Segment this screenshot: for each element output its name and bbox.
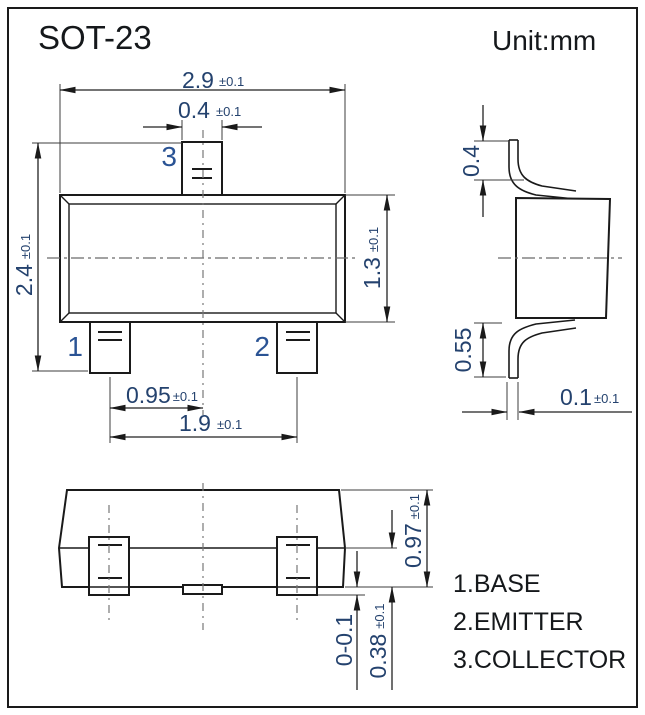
- svg-text:2.9±0.1: 2.9 ±0.1: [182, 67, 245, 93]
- svg-text:0.4±0.1: 0.4 ±0.1: [178, 97, 242, 123]
- svg-text:0.4: 0.4: [458, 145, 484, 177]
- unit-label: Unit:mm: [492, 25, 597, 56]
- svg-text:0.55: 0.55: [450, 327, 476, 373]
- pin2-pad: [277, 322, 317, 373]
- svg-text:0.95±0.1: 0.95 ±0.1: [126, 382, 198, 408]
- svg-text:1.3±0.1: 1.3±0.1: [359, 226, 385, 290]
- svg-text:1.9±0.1: 1.9 ±0.1: [179, 410, 243, 436]
- legend-item-collector: 3.COLLECTOR: [453, 646, 627, 674]
- svg-text:0-0.1: 0-0.1: [331, 613, 357, 667]
- pin3-label: 3: [161, 141, 177, 172]
- legend-item-base: 1.BASE: [453, 570, 541, 598]
- pin2-label: 2: [254, 331, 270, 362]
- svg-text:0.1±0.1: 0.1 ±0.1: [560, 384, 620, 410]
- legend-item-emitter: 2.EMITTER: [453, 608, 584, 636]
- svg-text:2.4±0.1: 2.4±0.1: [11, 233, 37, 297]
- svg-text:0.38±0.1: 0.38±0.1: [365, 603, 391, 679]
- svg-text:0.97±0.1: 0.97±0.1: [400, 494, 426, 568]
- pin1-label: 1: [67, 331, 83, 362]
- pin1-pad: [90, 322, 130, 373]
- page-title: SOT-23: [38, 19, 152, 56]
